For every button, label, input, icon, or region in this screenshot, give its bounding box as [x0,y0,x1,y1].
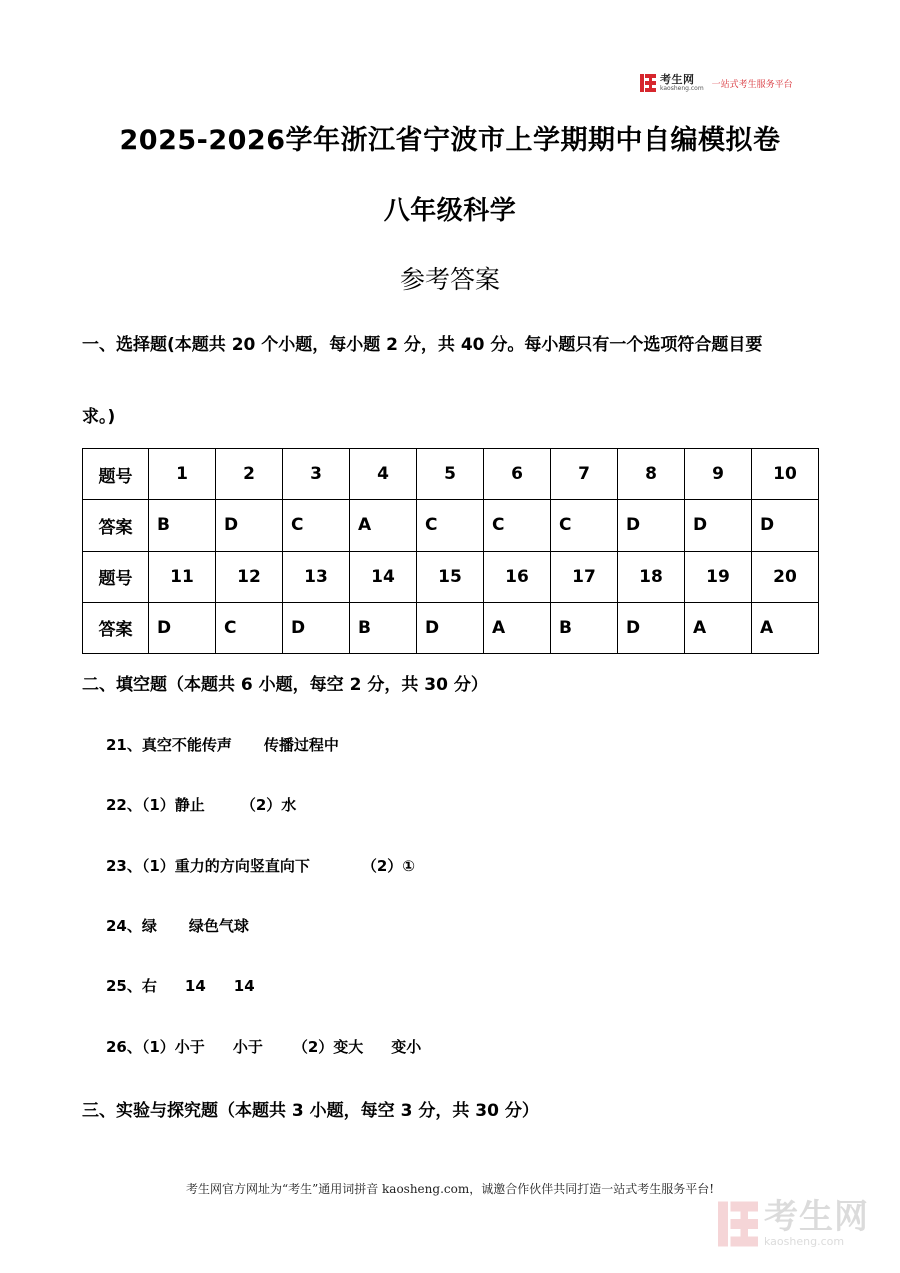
table-cell: A [350,500,417,551]
q-num: 22、 [106,796,142,814]
row-header-cell: 答案 [83,602,149,653]
table-cell: 6 [484,449,551,500]
q-part: 绿 [141,917,157,935]
q-part: （1）静止 [141,796,205,814]
logo-url: kaosheng.com [660,85,704,92]
header-slogan: 一站式考生服务平台 [711,79,793,90]
q-part: 14 [233,977,255,995]
table-cell: 9 [685,449,752,500]
table-cell: D [618,602,685,653]
q-part: 真空不能传声 [141,736,232,754]
table-cell: 14 [350,551,417,602]
table-cell: C [216,602,283,653]
q-num: 21、 [106,736,142,754]
q-part: 绿色气球 [188,917,249,935]
table-cell: 17 [551,551,618,602]
section1-heading: 一、选择题(本题共 20 个小题，每小题 2 分，共 40 分。每小题只有一个选项符合题目要 [82,335,763,355]
table-cell: C [283,500,350,551]
table-cell: B [350,602,417,653]
q-part: （2）水 [240,796,297,814]
kaosheng-watermark-icon [718,1201,758,1247]
table-row [83,602,819,653]
table-cell: 11 [149,551,216,602]
watermark-url: kaosheng.com [764,1235,845,1248]
table-cell: 2 [216,449,283,500]
table-cell: 7 [551,449,618,500]
table-cell: D [752,500,819,551]
answer-24 [106,915,249,936]
table-cell: A [752,602,819,653]
watermark-text [764,1197,869,1248]
table-cell: D [618,500,685,551]
answer-table [82,448,819,654]
q-num: 26、 [106,1038,142,1056]
section2-heading: 二、填空题（本题共 6 小题，每空 2 分，共 30 分） [82,675,488,695]
answer-21 [106,734,339,755]
logo-text [660,74,704,92]
table-cell: A [484,602,551,653]
answer-key-heading: 参考答案 [399,265,500,294]
q-num: 24、 [106,917,142,935]
q-part: （1）小于 [141,1038,205,1056]
section1-heading-cont: 求。) [82,407,116,427]
watermark [718,1197,869,1248]
watermark-name: 考生网 [764,1197,869,1237]
answer-22 [106,794,296,815]
table-row [83,551,819,602]
table-cell: D [283,602,350,653]
logo-name: 考生网 [660,73,695,86]
table-cell: C [417,500,484,551]
answer-26 [106,1036,421,1057]
q-part: （2）① [361,857,415,875]
q-part: 14 [184,977,206,995]
row-header-cell: 题号 [83,551,149,602]
q-part: （1）重力的方向竖直向下 [141,857,310,875]
q-part: 传播过程中 [263,736,339,754]
table-cell: 3 [283,449,350,500]
table-cell: 19 [685,551,752,602]
table-cell: 15 [417,551,484,602]
q-num: 23、 [106,857,142,875]
q-part: （2）变大 [292,1038,364,1056]
document-title: 2025-2026学年浙江省宁波市上学期期中自编模拟卷 [119,125,781,156]
table-cell: 16 [484,551,551,602]
document-subject: 八年级科学 [383,196,517,226]
header-logo [640,72,793,94]
table-cell: 18 [618,551,685,602]
table-cell: 8 [618,449,685,500]
table-cell: B [551,602,618,653]
table-cell: 13 [283,551,350,602]
table-cell: 12 [216,551,283,602]
table-cell: A [685,602,752,653]
table-cell: 4 [350,449,417,500]
row-header-cell: 题号 [83,449,149,500]
page-footer: 考生网官方网址为“考生”通用词拼音 kaosheng.com，诚邀合作伙伴共同打造一站式考生服务平台! [185,1182,715,1196]
answer-25 [106,975,255,996]
table-cell: D [216,500,283,551]
q-num: 25、 [106,977,142,995]
table-cell: C [484,500,551,551]
q-part: 右 [141,977,157,995]
table-cell: D [417,602,484,653]
table-cell: B [149,500,216,551]
table-row [83,500,819,551]
kaosheng-logo-icon [640,74,656,92]
table-cell: D [149,602,216,653]
table-cell: 1 [149,449,216,500]
table-cell: 20 [752,551,819,602]
row-header-cell: 答案 [83,500,149,551]
q-part: 小于 [232,1038,263,1056]
section3-heading: 三、实验与探究题（本题共 3 小题，每空 3 分，共 30 分） [82,1101,539,1121]
table-cell: C [551,500,618,551]
table-row [83,449,819,500]
answer-23 [106,855,415,876]
q-part: 变小 [391,1038,422,1056]
table-cell: D [685,500,752,551]
table-cell: 5 [417,449,484,500]
table-cell: 10 [752,449,819,500]
